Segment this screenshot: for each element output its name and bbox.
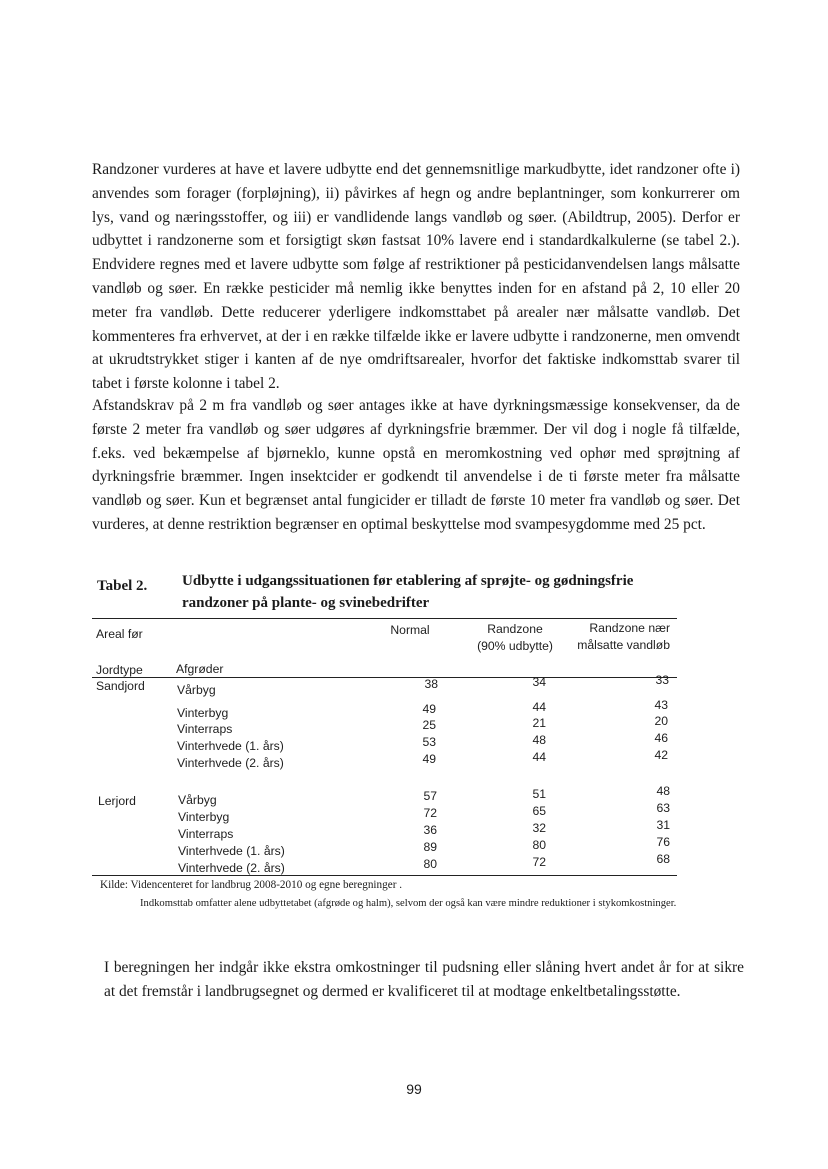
- value-randzone: 80: [532, 838, 546, 852]
- paragraph-beregningen: I beregningen her indgår ikke ekstra omkostninger til pudsning eller slåning hvert andet år for at sikre at det fremstår i landbrugsegnet og dermed er kvalificeret til at modtage enkeltbetalingsstøtte.: [104, 959, 744, 1000]
- value-naer: 31: [656, 818, 670, 832]
- table-bottom-rule: [92, 875, 677, 876]
- value-normal: 25: [422, 718, 436, 732]
- table-label: Tabel 2.: [97, 578, 148, 594]
- crop-name: Vårbyg: [178, 793, 217, 807]
- value-naer: 68: [656, 852, 670, 866]
- value-randzone: 65: [532, 804, 546, 818]
- value-normal: 53: [422, 735, 436, 749]
- value-normal: 49: [422, 702, 436, 716]
- page-number: 99: [406, 1081, 422, 1097]
- value-normal: 72: [423, 806, 437, 820]
- table-footnote: Indkomsttab omfatter alene udbyttetabet (afgrøde og halm), selvom der også kan være mindre reduktioner i stykomkostninger.: [140, 898, 677, 909]
- header-afgroeder: Afgrøder: [176, 662, 224, 676]
- crop-name: Vinterbyg: [178, 810, 230, 824]
- crop-name: Vinterhvede (1. års): [178, 844, 285, 858]
- header-normal: Normal: [390, 623, 430, 637]
- value-randzone: 72: [532, 855, 546, 869]
- value-normal: 36: [423, 823, 437, 837]
- value-normal: 49: [422, 752, 436, 766]
- value-randzone: 44: [532, 700, 546, 714]
- value-randzone: 48: [532, 733, 546, 747]
- header-naer-line2: målsatte vandløb: [577, 638, 670, 652]
- value-normal: 80: [423, 857, 437, 871]
- crop-name: Vinterhvede (1. års): [177, 739, 284, 753]
- crop-name: Vinterraps: [177, 722, 233, 736]
- value-naer: 63: [656, 801, 670, 815]
- table-top-rule: [92, 618, 677, 619]
- value-naer: 43: [654, 698, 668, 712]
- value-naer: 46: [654, 731, 668, 745]
- value-randzone: 44: [532, 750, 546, 764]
- table-source: Kilde: Videncenteret for landbrug 2008-2010 og egne beregninger .: [100, 879, 403, 891]
- crop-name: Vinterhvede (2. års): [177, 756, 284, 770]
- value-naer: 42: [654, 748, 668, 762]
- value-naer: 33: [655, 673, 669, 687]
- crop-name: Vinterbyg: [177, 706, 229, 720]
- table-header-rule: [92, 677, 677, 678]
- header-randzone-line1: Randzone: [487, 622, 543, 636]
- value-naer: 76: [656, 835, 670, 849]
- soil-type: Lerjord: [98, 794, 136, 808]
- value-naer: 48: [656, 784, 670, 798]
- header-jordtype: Jordtype: [96, 663, 143, 677]
- header-areal: Areal før: [96, 627, 143, 641]
- value-randzone: 51: [532, 787, 546, 801]
- value-randzone: 34: [532, 675, 546, 689]
- table-title: Udbytte i udgangssituationen før etablering af sprøjte- og gødningsfrie randzoner på plante- og svinebedrifter: [182, 573, 634, 611]
- paragraph-randzoner-udbytte: Randzoner vurderes at have et lavere udbytte end det gennemsnitlige markudbytte, idet randzoner ofte i) anvendes som forager (forpløjning), ii) påvirkes af hegn og andre beplantninger, som konkurrerer om lys, vand og næringsstoffer, og iii) er vandlidende langs vandløb og søer. (Abildtrup, 2005). Derfor er udbyttet i randzonerne som et forsigtigt skøn fastsat 10% lavere end i standardkalkulerne (se tabel 2.). Endvidere regnes med et lavere udbytte som følge af restriktioner på pesticidanvendelsen langs målsatte vandløb og søer. En række pesticider må nemlig ikke benyttes inden for en afstand på 2, 10 eller 20 meter fra vandløb. Dette reducerer yderligere indkomsttabet på arealer nær målsatte vandløb. Det kommenteres fra erhvervet, at der i en række tilfælde ikke er lavere udbytte i randzonerne, men omvendt at ukrudtstrykket stiger i kanten af de nye omdriftsarealer, hvorfor det faktiske indkomsttab svarer til tabet i første kolonne i tabel 2.: [92, 161, 740, 393]
- value-normal: 57: [423, 789, 437, 803]
- soil-type: Sandjord: [96, 679, 145, 693]
- value-normal: 38: [424, 677, 438, 691]
- value-naer: 20: [654, 714, 668, 728]
- crop-name: Vinterhvede (2. års): [178, 861, 285, 875]
- value-normal: 89: [423, 840, 437, 854]
- value-randzone: 32: [532, 821, 546, 835]
- header-naer-line1: Randzone nær: [589, 621, 670, 635]
- header-randzone-line2: (90% udbytte): [477, 639, 553, 653]
- value-randzone: 21: [532, 716, 546, 730]
- crop-name: Vårbyg: [177, 683, 216, 697]
- paragraph-afstandskrav: Afstandskrav på 2 m fra vandløb og søer antages ikke at have dyrkningsmæssige konsekvenser, da de første 2 meter fra vandløb og søer udgøres af dyrkningsfrie bræmmer. Der vil dog i nogle få tilfælde, f.eks. ved bekæmpelse af bjørneklo, kunne opstå en meromkostning ved ophør med sprøjtning af dyrkningsfrie bræmmer. Ingen insektcider er godkendt til anvendelse i de ti første meter fra målsatte vandløb og søer. Kun et begrænset antal fungicider er tilladt de første 10 meter fra vandløb og søer. Det vurderes, at denne restriktion begrænser en optimal beskyttelse mod svampesygdomme med 25 pct.: [92, 397, 740, 533]
- crop-name: Vinterraps: [178, 827, 234, 841]
